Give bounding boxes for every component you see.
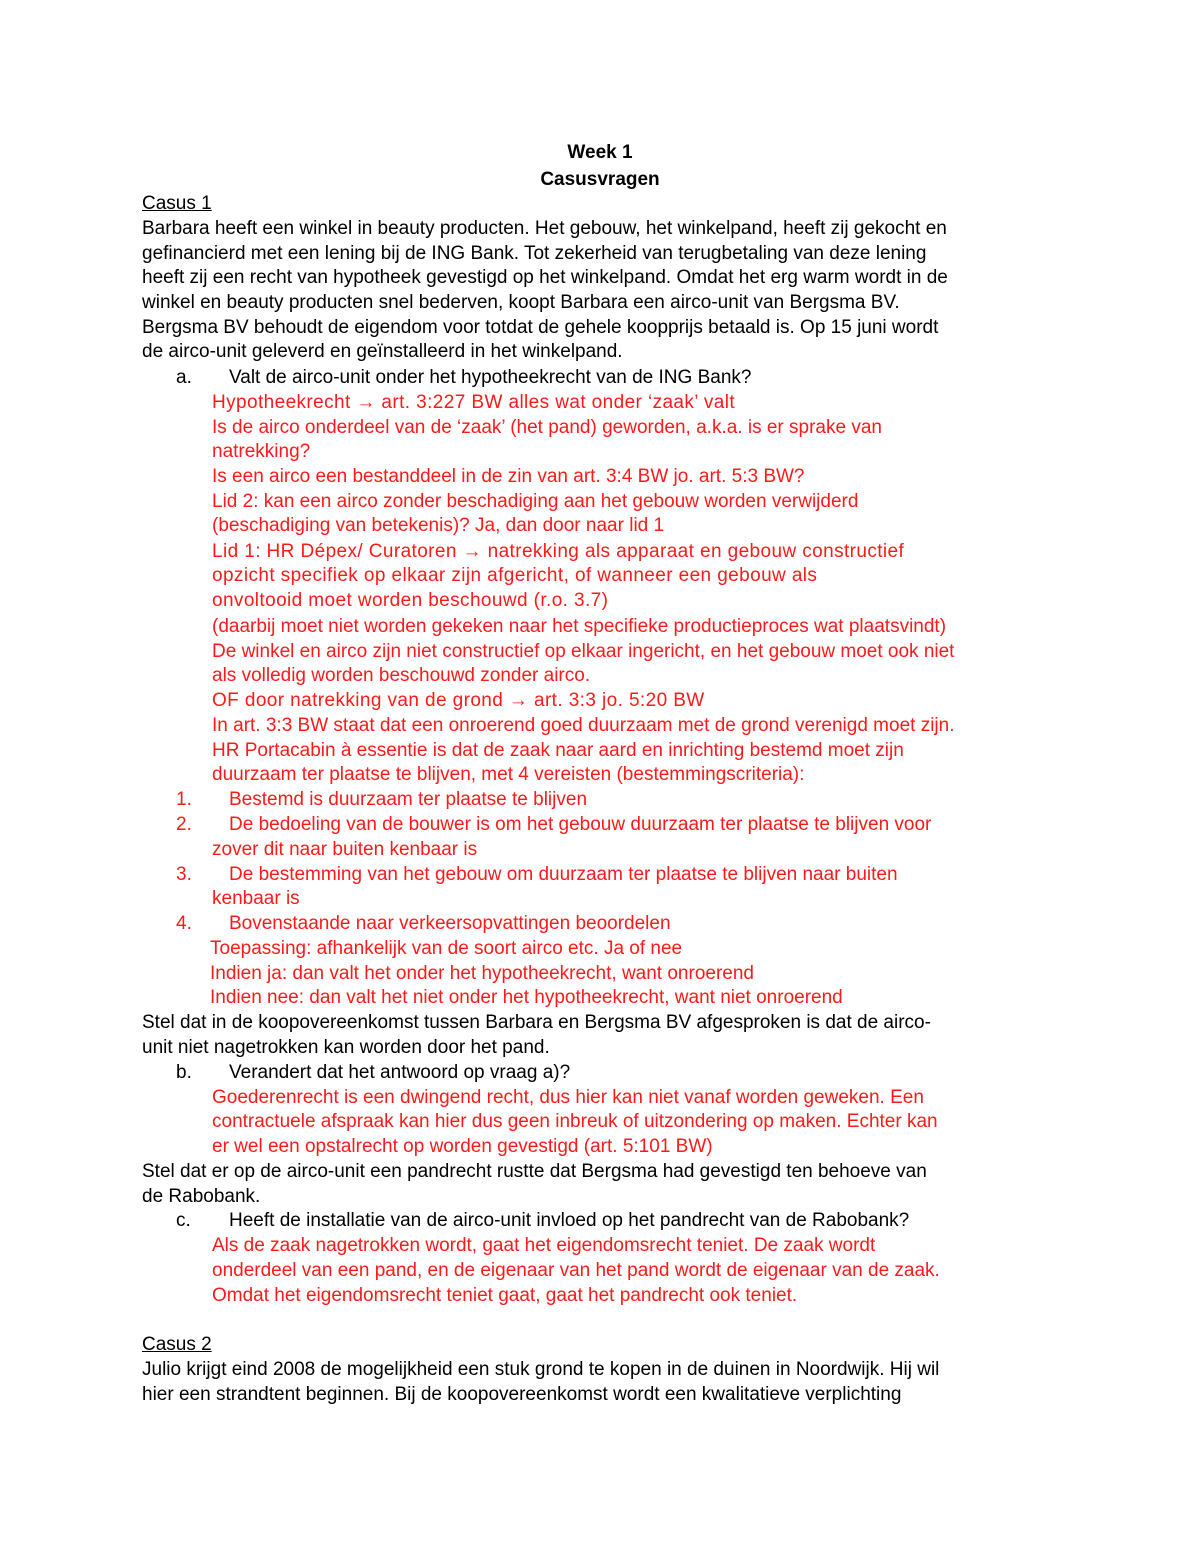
application-line: Indien ja: dan valt het onder het hypotheekrecht, want onroerend [210, 963, 754, 984]
casus-2-intro-line: Julio krijgt eind 2008 de mogelijkheid een stuk grond te kopen in de duinen in Noordwijk. Hij wil [142, 1359, 940, 1380]
casus-1-intro-line: heeft zij een recht van hypotheek gevestigd op het winkelpand. Omdat het erg warm wordt in de [142, 267, 948, 288]
criterion-text: De bedoeling van de bouwer is om het gebouw duurzaam ter plaatse te blijven voor [229, 814, 932, 835]
criterion-text: Bovenstaande naar verkeersopvattingen beoordelen [229, 913, 671, 934]
casus-2-heading: Casus 2 [142, 1334, 212, 1355]
answer-c-line: onderdeel van een pand, en de eigenaar van het pand wordt de eigenaar van de zaak. [212, 1260, 940, 1281]
answer-a-line: De winkel en airco zijn niet constructief op elkaar ingericht, en het gebouw moet ook niet [212, 641, 955, 662]
answer-c-line: Als de zaak nagetrokken wordt, gaat het eigendomsrecht teniet. De zaak wordt [212, 1235, 876, 1256]
context-b-line: Stel dat in de koopovereenkomst tussen Barbara en Bergsma BV afgesproken is dat de airco- [142, 1012, 931, 1033]
answer-a-line: als volledig worden beschouwd zonder airco. [212, 665, 591, 686]
question-b: Verandert dat het antwoord op vraag a)? [229, 1062, 571, 1083]
criterion-marker: 3. [176, 864, 192, 885]
answer-a-line: In art. 3:3 BW staat dat een onroerend goed duurzaam met de grond verenigd moet zijn. [212, 715, 955, 736]
casus-1-intro-line: Bergsma BV behoudt de eigendom voor totdat de gehele koopprijs betaald is. Op 15 juni wordt [142, 317, 939, 338]
answer-b-line: Goederenrecht is een dwingend recht, dus hier kan niet vanaf worden geweken. Een [212, 1087, 924, 1108]
context-b-line: unit niet nagetrokken kan worden door het pand. [142, 1037, 550, 1058]
casus-1-heading: Casus 1 [142, 193, 212, 214]
answer-c-line: Omdat het eigendomsrecht teniet gaat, gaat het pandrecht ook teniet. [212, 1285, 798, 1306]
criterion-marker: 1. [176, 789, 192, 810]
answer-a-line: Lid 2: kan een airco zonder beschadiging aan het gebouw worden verwijderd [212, 491, 859, 512]
answer-b-line: contractuele afspraak kan hier dus geen inbreuk of uitzondering op maken. Echter kan [212, 1111, 938, 1132]
answer-a-line: duurzaam ter plaatse te blijven, met 4 vereisten (bestemmingscriteria): [212, 764, 805, 785]
context-c-line: Stel dat er op de airco-unit een pandrecht rustte dat Bergsma had gevestigd ten behoeve van [142, 1161, 927, 1182]
answer-a-line: OF door natrekking van de grond → art. 3:3 jo. 5:20 BW [212, 690, 705, 711]
application-line: Indien nee: dan valt het niet onder het hypotheekrecht, want niet onroerend [210, 987, 843, 1008]
casus-2-intro-line: hier een strandtent beginnen. Bij de koopovereenkomst wordt een kwalitatieve verplichting [142, 1384, 902, 1405]
document-subtitle: Casusvragen [540, 169, 660, 190]
document-title: Week 1 [567, 142, 633, 163]
answer-a-line: (daarbij moet niet worden gekeken naar het specifieke productieproces wat plaatsvindt) [212, 616, 947, 637]
answer-a-line: HR Portacabin à essentie is dat de zaak naar aard en inrichting bestemd moet zijn [212, 740, 904, 761]
casus-1-intro-line: gefinancierd met een lening bij de ING Bank. Tot zekerheid van terugbetaling van deze lening [142, 243, 927, 264]
question-a-marker: a. [176, 367, 192, 388]
criterion-text: zover dit naar buiten kenbaar is [212, 839, 478, 860]
answer-a-line: onvoltooid moet worden beschouwd (r.o. 3.7) [212, 590, 609, 611]
answer-a-line: Is de airco onderdeel van de ‘zaak’ (het pand) geworden, a.k.a. is er sprake van [212, 417, 882, 438]
answer-a-line: Is een airco een bestanddeel in de zin van art. 3:4 BW jo. art. 5:3 BW? [212, 466, 805, 487]
criterion-text: kenbaar is [212, 888, 300, 909]
application-line: Toepassing: afhankelijk van de soort airco etc. Ja of nee [210, 938, 683, 959]
casus-1-intro-line: winkel en beauty producten snel bederven, koopt Barbara een airco-unit van Bergsma BV. [142, 292, 900, 313]
answer-a-line: (beschadiging van betekenis)? Ja, dan door naar lid 1 [212, 515, 665, 536]
answer-a-line: Hypotheekrecht → art. 3:227 BW alles wat onder ‘zaak’ valt [212, 392, 736, 413]
question-a: Valt de airco-unit onder het hypotheekrecht van de ING Bank? [229, 367, 752, 388]
question-b-marker: b. [176, 1062, 192, 1083]
casus-1-intro-line: de airco-unit geleverd en geïnstalleerd in het winkelpand. [142, 341, 623, 362]
answer-a-line: natrekking? [212, 441, 311, 462]
question-c: Heeft de installatie van de airco-unit invloed op het pandrecht van de Rabobank? [229, 1210, 910, 1231]
criterion-marker: 4. [176, 913, 192, 934]
criterion-marker: 2. [176, 814, 192, 835]
casus-1-intro-line: Barbara heeft een winkel in beauty producten. Het gebouw, het winkelpand, heeft zij gekocht en [142, 218, 947, 239]
answer-a-line: opzicht specifiek op elkaar zijn afgericht, of wanneer een gebouw als [212, 565, 818, 586]
answer-a-line: Lid 1: HR Dépex/ Curatoren → natrekking als apparaat en gebouw constructief [212, 541, 905, 562]
criterion-text: Bestemd is duurzaam ter plaatse te blijven [229, 789, 588, 810]
question-c-marker: c. [176, 1210, 191, 1231]
criterion-text: De bestemming van het gebouw om duurzaam ter plaatse te blijven naar buiten [229, 864, 898, 885]
answer-b-line: er wel een opstalrecht op worden gevestigd (art. 5:101 BW) [212, 1136, 713, 1157]
context-c-line: de Rabobank. [142, 1186, 261, 1207]
